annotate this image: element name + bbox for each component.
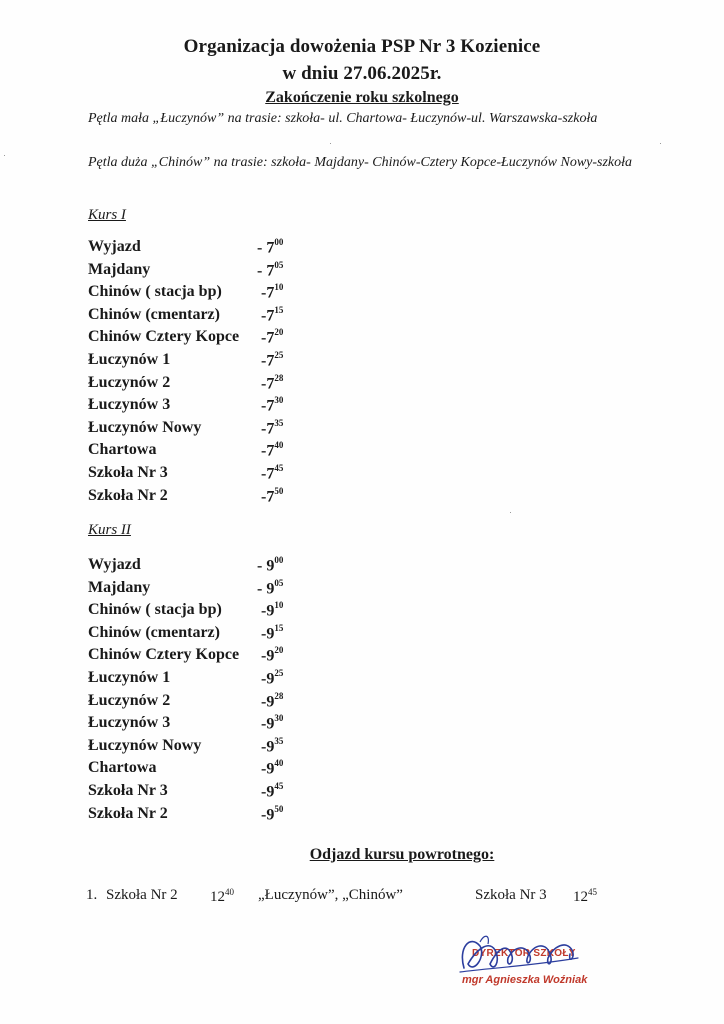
stop-time-prefix: - [261, 284, 267, 302]
stop-time-prefix: - [261, 307, 267, 325]
stamp-name: mgr Agnieszka Woźniak [462, 974, 588, 986]
stop-time [261, 759, 283, 778]
scan-speck [660, 143, 661, 144]
stop-time-hour: 7 [266, 284, 275, 302]
stop-time [261, 669, 283, 688]
stop-row [0, 782, 724, 804]
stop-time [261, 692, 283, 711]
stop-name: Chinów (cmentarz) [88, 623, 220, 641]
stop-time-hour: 9 [266, 692, 275, 710]
stop-time-prefix: - [261, 670, 267, 688]
document-subtitle [0, 89, 724, 107]
stop-name: Chartowa [88, 759, 157, 777]
stop-name: Chinów ( stacja bp) [88, 283, 222, 301]
stop-row [0, 283, 724, 305]
stop-time [261, 624, 283, 643]
small-loop-route: Pętla mała „Łuczynów” na trasie: szkoła- ul. Chartowa- Łuczynów-ul. Warszawska-szkoła [88, 111, 598, 126]
stop-time-minutes: 20 [274, 327, 284, 338]
stop-time [261, 351, 283, 370]
stamp-title: DYREKTOR SZKOŁY [472, 948, 576, 959]
stop-name: Wyjazd [88, 556, 141, 573]
stop-time [261, 374, 283, 393]
return-to-school: Szkoła Nr 3 [475, 887, 547, 903]
stop-time-hour: 7 [266, 420, 275, 438]
stop-time-hour: 9 [266, 738, 275, 756]
stop-row [0, 692, 724, 714]
stop-row [0, 487, 724, 509]
stop-row [0, 737, 724, 759]
stop-time-minutes: 25 [274, 668, 284, 678]
stop-time [261, 283, 283, 302]
stop-name: Chartowa [88, 441, 157, 459]
return-to-hour: 12 [573, 889, 588, 905]
return-to-min: 45 [588, 887, 597, 897]
stop-name: Łuczynów 2 [88, 373, 171, 391]
stop-name: Chinów (cmentarz) [88, 305, 220, 323]
document-title: Organizacja dowożenia PSP Nr 3 Kozienice [183, 36, 541, 57]
stop-name: Łuczynów Nowy [88, 418, 202, 436]
stop-row [0, 374, 724, 396]
stop-time-prefix: - [261, 715, 267, 733]
document-date: w dniu 27.06.2025r. [282, 63, 442, 84]
stop-row [0, 601, 724, 623]
stop-time-prefix: - [261, 760, 267, 778]
return-from-school: Szkoła Nr 2 [106, 887, 178, 903]
stop-time-prefix: - [261, 442, 267, 460]
stop-time-prefix: - [261, 625, 267, 643]
stop-name: Majdany [88, 578, 151, 596]
return-heading-text: Odjazd kursu powrotnego: [309, 846, 495, 863]
return-trip-heading [0, 846, 724, 864]
stop-time-prefix: - [257, 557, 267, 575]
return-destinations: „Łuczynów”, „Chinów” [258, 887, 403, 903]
stop-time [257, 261, 283, 280]
stop-time-prefix: - [261, 465, 267, 483]
stop-time-hour: 7 [266, 465, 275, 483]
stop-name: Chinów Cztery Kopce [88, 646, 240, 664]
stop-time-hour: 7 [266, 374, 275, 392]
stop-name: Szkoła Nr 2 [88, 804, 168, 822]
stop-time-prefix: - [261, 692, 267, 710]
scan-speck [4, 155, 5, 156]
stop-row [0, 714, 724, 736]
stop-time-hour: 9 [266, 760, 275, 778]
stop-time [261, 464, 283, 483]
stop-time-hour: 9 [266, 715, 275, 733]
scan-speck [330, 143, 331, 144]
stop-time-minutes: 40 [274, 758, 284, 769]
stop-row [0, 306, 724, 328]
stop-time-hour: 7 [266, 329, 275, 347]
stop-time-minutes: 28 [274, 690, 284, 701]
return-number: 1. [86, 887, 98, 903]
stop-time-prefix: - [261, 487, 267, 505]
stop-time-minutes: 50 [274, 485, 284, 496]
stop-name: Łuczynów 1 [88, 669, 171, 686]
stop-time [257, 238, 283, 257]
stop-name: Majdany [88, 260, 151, 278]
stop-time-hour: 7 [266, 442, 275, 460]
stop-time-hour: 9 [266, 647, 275, 665]
stop-time-hour: 7 [266, 487, 275, 505]
stop-time-minutes: 50 [274, 803, 284, 814]
stop-time [261, 601, 283, 620]
stop-row [0, 351, 724, 373]
stop-name: Łuczynów 2 [88, 691, 171, 709]
stop-time [261, 714, 283, 733]
stop-name: Chinów Cztery Kopce [88, 328, 240, 346]
stop-row [0, 396, 724, 418]
stop-time-minutes: 10 [274, 282, 284, 293]
return-from-hour: 12 [210, 889, 225, 905]
stop-row [0, 624, 724, 646]
stop-time-minutes: 45 [274, 781, 284, 791]
stop-time [261, 441, 283, 460]
stop-time-minutes: 00 [274, 555, 284, 565]
stop-name: Łuczynów 3 [88, 714, 171, 732]
stop-row [0, 646, 724, 668]
return-from-min: 40 [225, 887, 234, 897]
course-heading: Kurs II [88, 522, 131, 538]
stop-time-minutes: 15 [274, 622, 284, 633]
stop-time-minutes: 00 [274, 237, 284, 247]
stop-time-minutes: 05 [274, 259, 284, 270]
stop-time-minutes: 30 [274, 713, 284, 724]
stop-time-prefix: - [261, 783, 267, 801]
stop-time-prefix: - [257, 239, 267, 257]
stop-time-minutes: 20 [274, 645, 284, 656]
stop-time [257, 556, 283, 575]
stop-time-prefix: - [257, 579, 267, 597]
stop-time-minutes: 40 [274, 440, 284, 451]
stop-time [261, 419, 283, 438]
stop-time-prefix: - [261, 805, 267, 823]
stop-time-prefix: - [261, 602, 267, 620]
stop-time-minutes: 45 [274, 463, 284, 473]
stop-name: Łuczynów Nowy [88, 736, 202, 754]
stop-time-minutes: 30 [274, 395, 284, 406]
stop-time-minutes: 15 [274, 304, 284, 315]
stop-time-hour: 7 [266, 352, 275, 370]
subtitle-text: Zakończenie roku szkolnego [265, 89, 459, 106]
stop-name: Chinów ( stacja bp) [88, 601, 222, 619]
stop-time [257, 579, 283, 598]
stop-time [261, 646, 283, 665]
stop-time-minutes: 28 [274, 372, 284, 383]
stop-time-hour: 9 [266, 557, 275, 575]
stop-time-minutes: 25 [274, 350, 284, 360]
stop-time-hour: 7 [266, 261, 275, 279]
stop-row [0, 441, 724, 463]
stop-row [0, 759, 724, 781]
stop-time-hour: 7 [266, 239, 275, 257]
stop-time-hour: 7 [266, 307, 275, 325]
scan-speck [510, 512, 511, 513]
large-loop-route: Pętla duża „Chinów” na trasie: szkoła- Majdany- Chinów-Cztery Kopce-Łuczynów Nowy-szkoła [88, 155, 633, 170]
stop-row [0, 261, 724, 283]
stop-time-minutes: 05 [274, 577, 284, 588]
stop-name: Łuczynów 3 [88, 396, 171, 414]
handwritten-signature [450, 928, 600, 998]
course-heading: Kurs I [88, 207, 126, 223]
stop-row [0, 556, 724, 578]
stop-time-hour: 9 [266, 670, 275, 688]
stop-time-prefix: - [261, 352, 267, 370]
stop-time [261, 487, 283, 506]
stop-time-prefix: - [261, 647, 267, 665]
stop-time-prefix: - [257, 261, 267, 279]
stop-time [261, 328, 283, 347]
stop-time-hour: 9 [266, 625, 275, 643]
stop-time-prefix: - [261, 374, 267, 392]
stop-time [261, 805, 283, 824]
stop-time-hour: 7 [266, 397, 275, 415]
stop-row [0, 464, 724, 486]
stop-time [261, 306, 283, 325]
stop-time-hour: 9 [266, 805, 275, 823]
stop-time-hour: 9 [266, 602, 275, 620]
stop-row [0, 238, 724, 260]
stop-name: Wyjazd [88, 238, 141, 255]
return-from-time [210, 887, 234, 906]
stop-row [0, 805, 724, 827]
stop-time-prefix: - [261, 420, 267, 438]
stop-time-minutes: 35 [274, 417, 284, 428]
stop-row [0, 669, 724, 691]
stop-time-hour: 9 [266, 579, 275, 597]
stop-time-prefix: - [261, 738, 267, 756]
stop-name: Szkoła Nr 3 [88, 464, 168, 481]
stop-time-minutes: 10 [274, 600, 284, 611]
stop-row [0, 579, 724, 601]
stop-time [261, 782, 283, 801]
stop-time [261, 396, 283, 415]
stop-time-prefix: - [261, 397, 267, 415]
stop-row [0, 419, 724, 441]
stop-time [261, 737, 283, 756]
stop-time-hour: 9 [266, 783, 275, 801]
director-stamp [450, 928, 600, 998]
return-to-time [573, 887, 597, 906]
stop-name: Szkoła Nr 3 [88, 782, 168, 799]
stop-name: Łuczynów 1 [88, 351, 171, 368]
stop-name: Szkoła Nr 2 [88, 486, 168, 504]
stop-time-minutes: 35 [274, 735, 284, 746]
stop-row [0, 328, 724, 350]
stop-time-prefix: - [261, 329, 267, 347]
